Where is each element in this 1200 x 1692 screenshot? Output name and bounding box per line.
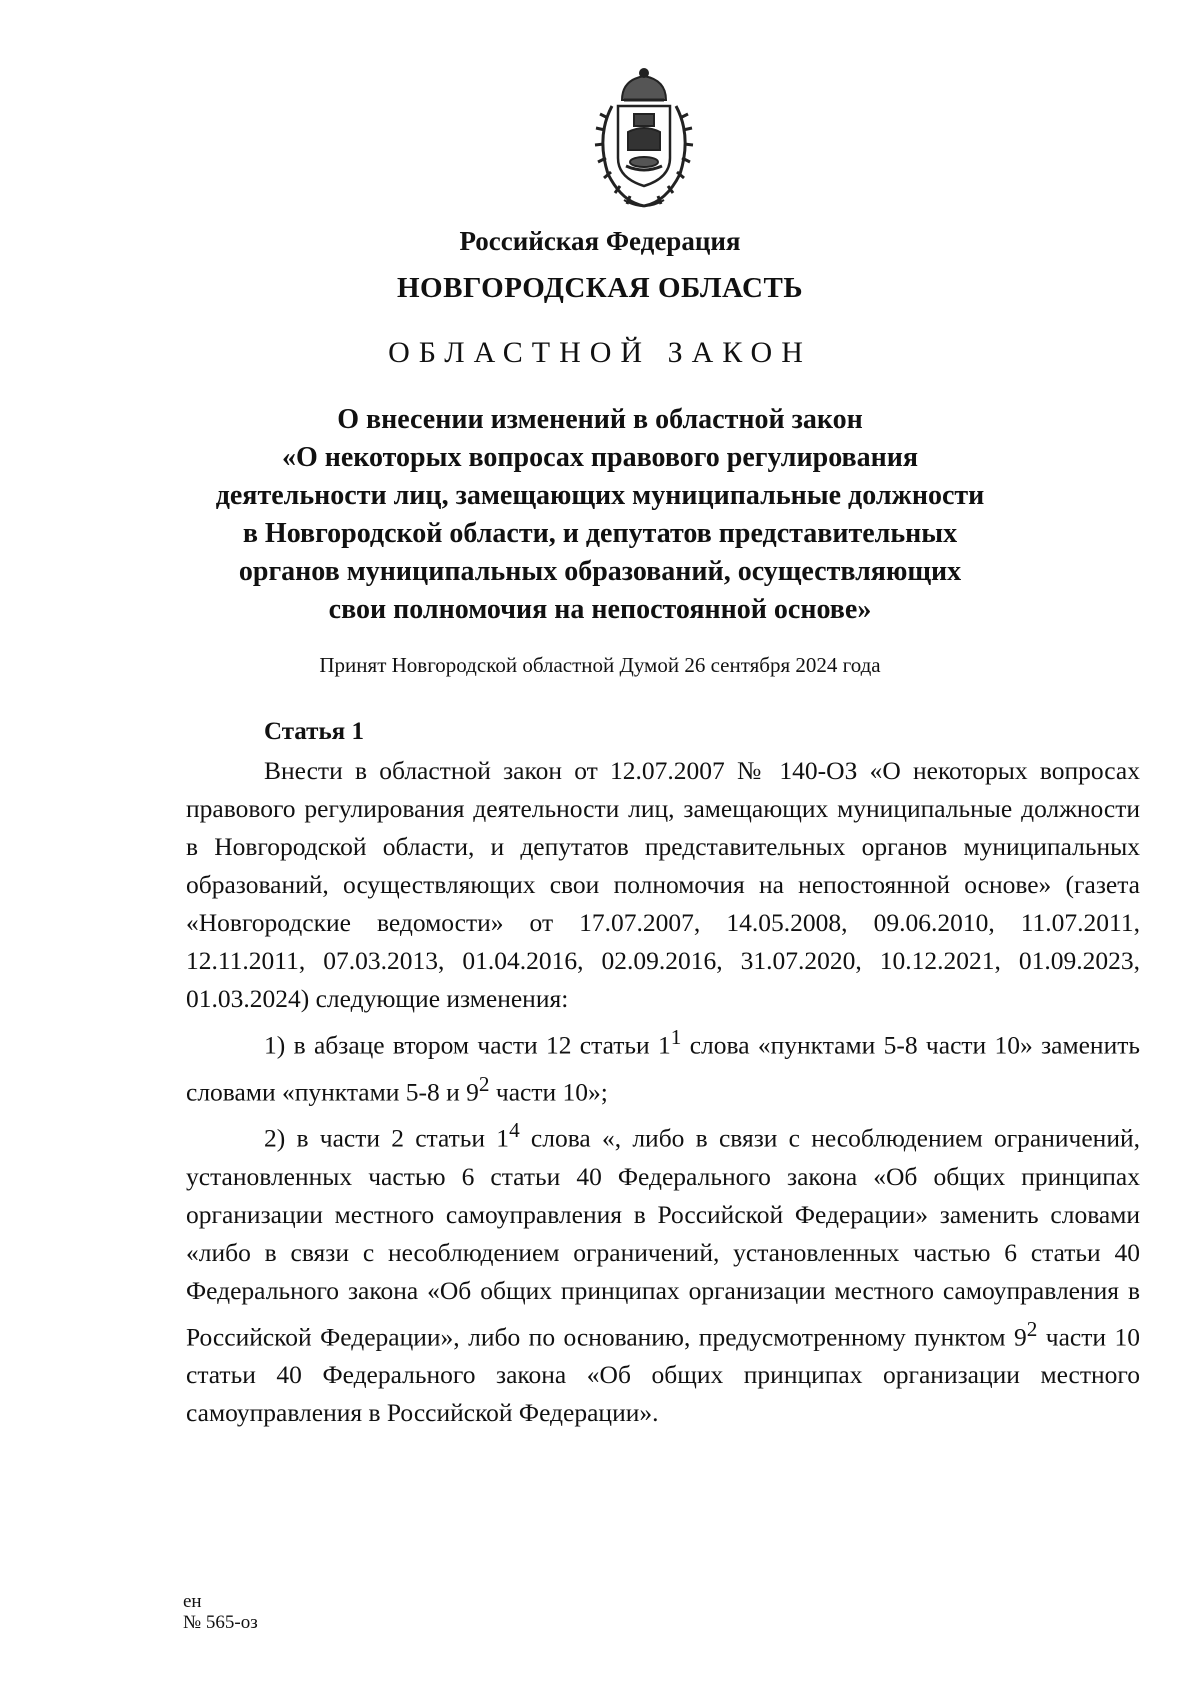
footer-law-number: № 565-оз [183,1612,258,1633]
law-title [0,401,1200,629]
title-line: деятельности лиц, замещающих муниципальные должности [215,480,985,511]
title-line: О внесении изменений в областной закон [337,404,863,435]
article-body [186,752,1140,1432]
article-intro-paragraph: Внести в областной закон от 12.07.2007 № 140-ОЗ «О некоторых вопросах правового регулирования деятельности лиц, замещающих муниципальные должности в Новгородской области, и депутатов представительных органов муниципальных образований, осуществляющих свои полномочия на непостоянной основе» (газета «Новгородские ведомости» от 17.07.2007, 14.05.2008, 09.06.2010, 11.07.2011, 12.11.2011, 07.03.2013, 01.04.2016, 02.09.2016, 31.07.2020, 10.12.2021, 01.09.2023, 01.03.2024) следующие изменения: [186,756,1140,1013]
item-text: 1) в абзаце втором части 12 статьи 1 [264,1030,671,1060]
article-heading: Статья 1 [264,718,364,745]
title-line: органов муниципальных образований, осуществляющих [238,556,962,587]
title-line: «О некоторых вопросах правового регулирования [281,442,919,473]
superscript: 2 [1026,1316,1038,1341]
item-text: части 10 статьи 40 Федерального закона «Об общих принципах организации местного самоуправления в Российской Федерации». [186,1322,1140,1427]
title-line: в Новгородской области, и депутатов представительных [242,518,958,549]
article-item-1 [186,1018,1140,1111]
country-name: Российская Федерация [459,226,741,256]
superscript: 1 [670,1025,682,1049]
document-footer [183,1591,258,1633]
region-name: НОВГОРОДСКАЯ ОБЛАСТЬ [396,272,804,304]
superscript: 4 [509,1118,520,1142]
document-type: ОБЛАСТНОЙ ЗАКОН [388,336,812,369]
item-text: части 10»; [489,1077,608,1106]
footer-initials: ен [183,1591,202,1612]
item-text: 2) в части 2 статьи 1 [264,1123,510,1153]
item-text: слова «пунктами 5-8 части 10» заменить словами «пунктами 5-8 и 9 [186,1030,1141,1106]
title-line: свои полномочия на непостоянной основе» [328,594,872,625]
adoption-note: Принят Новгородской областной Думой 26 сентября 2024 года [319,653,881,677]
article-item-2 [186,1111,1140,1432]
superscript: 2 [478,1071,490,1096]
item-text: слова «, либо в связи с несоблюдением ограничений, установленных частью 6 статьи 40 Федерального закона «Об общих принципах организации местного самоуправления в Российской Федерации» заменить словами «либо в связи с несоблюдением ограничений, установленных частью 6 статьи 40 Федерального закона «Об общих принципах организации местного самоуправления в Российской Федерации», либо по основанию, предусмотренному пунктом 9 [186,1123,1140,1351]
coat-of-arms-emblem [578,66,710,216]
